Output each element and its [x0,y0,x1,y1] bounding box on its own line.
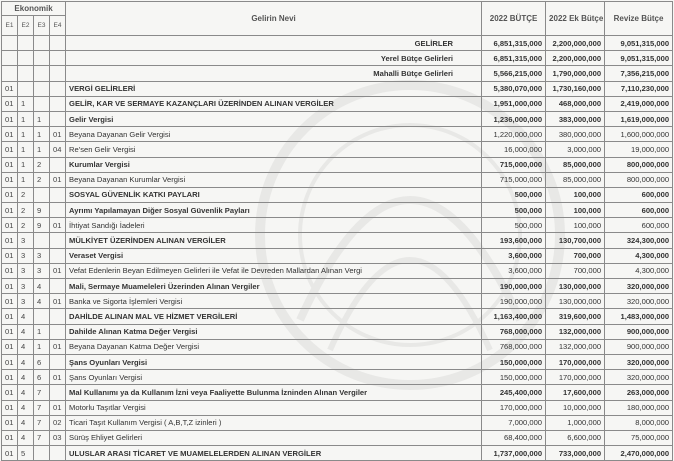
table-row [2,142,673,157]
budget-cell: 190,000,000 [482,279,546,294]
extra-budget-cell: 130,700,000 [546,233,605,248]
extra-budget-cell: 130,000,000 [546,279,605,294]
e3-code-cell: 6 [34,370,50,385]
revised-budget-cell: 8,000,000 [605,415,673,430]
e1-code-cell [2,51,18,66]
table-row [2,233,673,248]
extra-budget-cell: 170,000,000 [546,354,605,369]
revised-budget-cell: 324,300,000 [605,233,673,248]
revised-budget-cell: 320,000,000 [605,370,673,385]
e2-code-cell: 4 [18,430,34,445]
extra-budget-cell: 100,000 [546,218,605,233]
e4-code-cell: 01 [50,218,66,233]
budget-cell: 1,163,400,000 [482,309,546,324]
revised-budget-cell: 4,300,000 [605,263,673,278]
e2-code-cell: 4 [18,415,34,430]
e2-code-cell: 3 [18,263,34,278]
revised-budget-cell: 900,000,000 [605,339,673,354]
extra-budget-cell: 1,000,000 [546,415,605,430]
description-cell: Beyana Dayanan Katma Değer Vergisi [66,339,482,354]
extra-budget-cell: 132,000,000 [546,324,605,339]
e3-code-cell [34,96,50,111]
description-cell: Ayrımı Yapılamayan Diğer Sosyal Güvenlik Payları [66,203,482,218]
e1-column-header: E1 [2,16,18,36]
extra-budget-cell: 6,600,000 [546,430,605,445]
revised-budget-cell: 320,000,000 [605,294,673,309]
e3-code-cell: 9 [34,203,50,218]
e1-code-cell [2,66,18,81]
e1-code-cell: 01 [2,370,18,385]
e4-code-cell: 01 [50,339,66,354]
e4-code-cell [50,81,66,96]
revised-budget-cell: 9,051,315,000 [605,51,673,66]
e4-code-cell [50,187,66,202]
e1-code-cell: 01 [2,96,18,111]
description-cell: Veraset Vergisi [66,248,482,263]
e2-code-cell: 3 [18,279,34,294]
revised-budget-cell: 19,000,000 [605,142,673,157]
budget-cell: 1,220,000,000 [482,127,546,142]
e1-code-cell: 01 [2,294,18,309]
description-cell: Mali, Sermaye Muameleleri Üzerinden Alınan Vergiler [66,279,482,294]
e4-code-cell [50,248,66,263]
e4-code-cell [50,385,66,400]
budget-cell: 6,851,315,000 [482,36,546,51]
e2-code-cell: 3 [18,248,34,263]
revised-budget-cell: 1,619,000,000 [605,111,673,126]
table-row [2,339,673,354]
revised-budget-cell: 600,000 [605,218,673,233]
extra-budget-cell: 100,000 [546,187,605,202]
table-row [2,370,673,385]
e2-code-cell: 1 [18,142,34,157]
e1-code-cell: 01 [2,218,18,233]
description-cell: Kurumlar Vergisi [66,157,482,172]
budget-cell: 7,000,000 [482,415,546,430]
description-cell: Mahalli Bütçe Gelirleri [66,66,482,81]
e4-code-cell [50,279,66,294]
budget-cell: 193,600,000 [482,233,546,248]
e3-code-cell [34,446,50,461]
extra-budget-cell: 130,000,000 [546,294,605,309]
e2-code-cell: 4 [18,339,34,354]
e4-code-cell [50,309,66,324]
description-cell: GELİRLER [66,36,482,51]
e3-code-cell: 7 [34,415,50,430]
budget-cell: 768,000,000 [482,339,546,354]
e1-code-cell: 01 [2,385,18,400]
description-cell: Banka ve Sigorta İşlemleri Vergisi [66,294,482,309]
budget-cell: 500,000 [482,203,546,218]
revenue-budget-table [1,1,673,461]
extra-budget-cell: 17,600,000 [546,385,605,400]
e3-code-cell: 1 [34,324,50,339]
e1-code-cell: 01 [2,309,18,324]
e2-code-cell: 3 [18,294,34,309]
extra-budget-cell: 3,000,000 [546,142,605,157]
e3-code-cell: 2 [34,172,50,187]
e2-code-cell: 4 [18,354,34,369]
budget-cell: 1,951,000,000 [482,96,546,111]
budget-cell: 500,000 [482,218,546,233]
description-cell: SOSYAL GÜVENLİK KATKI PAYLARI [66,187,482,202]
extra-budget-cell: 700,000 [546,263,605,278]
budget-cell: 1,236,000,000 [482,111,546,126]
budget-cell: 5,380,070,000 [482,81,546,96]
extra-budget-cell: 319,600,000 [546,309,605,324]
e1-code-cell: 01 [2,81,18,96]
description-cell: Şans Oyunları Vergisi [66,370,482,385]
table-row [2,157,673,172]
e2-code-cell [18,81,34,96]
table-body [2,36,673,461]
e1-code-cell: 01 [2,187,18,202]
table-row [2,385,673,400]
e3-code-cell: 1 [34,127,50,142]
table-row [2,187,673,202]
e2-code-cell: 2 [18,187,34,202]
e1-code-cell: 01 [2,263,18,278]
e2-code-cell: 5 [18,446,34,461]
e4-code-cell: 01 [50,263,66,278]
e1-code-cell: 01 [2,142,18,157]
budget-cell: 500,000 [482,187,546,202]
e4-code-cell [50,324,66,339]
e4-code-cell: 04 [50,142,66,157]
revised-budget-cell: 2,419,000,000 [605,96,673,111]
description-cell: İhtiyat Sandığı İadeleri [66,218,482,233]
e4-code-cell [50,233,66,248]
table-row [2,218,673,233]
e1-code-cell: 01 [2,415,18,430]
extra-budget-cell: 700,000 [546,248,605,263]
e4-code-cell [50,111,66,126]
revised-budget-cell: 2,470,000,000 [605,446,673,461]
budget-cell: 150,000,000 [482,370,546,385]
e3-code-cell: 6 [34,354,50,369]
table-row [2,415,673,430]
e3-code-cell: 3 [34,248,50,263]
e2-code-cell: 3 [18,233,34,248]
revised-budget-cell: 7,356,215,000 [605,66,673,81]
ekonomik-group-header: Ekonomik [2,2,66,16]
e3-code-cell: 1 [34,142,50,157]
e4-code-cell: 03 [50,430,66,445]
revised-budget-cell: 263,000,000 [605,385,673,400]
e4-code-cell [50,157,66,172]
e1-code-cell: 01 [2,324,18,339]
extra-budget-cell: 1,730,160,000 [546,81,605,96]
e3-code-cell: 7 [34,430,50,445]
e1-code-cell [2,36,18,51]
e3-code-cell: 3 [34,263,50,278]
e1-code-cell: 01 [2,339,18,354]
e3-code-cell: 7 [34,400,50,415]
description-cell: Re'sen Gelir Vergisi [66,142,482,157]
budget-cell: 68,400,000 [482,430,546,445]
table-row [2,248,673,263]
budget-cell: 190,000,000 [482,294,546,309]
budget-cell: 150,000,000 [482,354,546,369]
e4-code-cell: 01 [50,370,66,385]
budget-cell: 3,600,000 [482,248,546,263]
description-cell: Beyana Dayanan Gelir Vergisi [66,127,482,142]
description-cell: Sürüş Ehliyet Gelirleri [66,430,482,445]
e4-column-header: E4 [50,16,66,36]
revised-budget-cell: 9,051,315,000 [605,36,673,51]
e2-code-cell [18,66,34,81]
table-row [2,294,673,309]
e1-code-cell: 01 [2,248,18,263]
extra-budget-cell: 380,000,000 [546,127,605,142]
e4-code-cell: 01 [50,127,66,142]
budget-cell: 715,000,000 [482,172,546,187]
e3-code-cell: 7 [34,385,50,400]
e2-code-cell: 4 [18,370,34,385]
budget-column-header: 2022 BÜTÇE [482,2,546,36]
extra-budget-cell: 85,000,000 [546,157,605,172]
e3-code-cell: 4 [34,294,50,309]
e2-code-cell [18,51,34,66]
e3-code-cell: 9 [34,218,50,233]
table-row [2,36,673,51]
e4-code-cell [50,66,66,81]
e1-code-cell: 01 [2,446,18,461]
revised-budget-cell: 600,000 [605,203,673,218]
e3-column-header: E3 [34,16,50,36]
e1-code-cell: 01 [2,157,18,172]
revised-budget-cell: 800,000,000 [605,172,673,187]
budget-cell: 5,566,215,000 [482,66,546,81]
table-row [2,111,673,126]
extra-budget-cell: 100,000 [546,203,605,218]
e2-code-cell: 1 [18,96,34,111]
table-row [2,446,673,461]
e4-code-cell: 01 [50,294,66,309]
e3-code-cell [34,81,50,96]
revised-budget-column-header: Revize Bütçe [605,2,673,36]
revised-budget-cell: 600,000 [605,187,673,202]
e1-code-cell: 01 [2,354,18,369]
description-cell: VERGİ GELİRLERİ [66,81,482,96]
description-cell: Dahilde Alınan Katma Değer Vergisi [66,324,482,339]
table-row [2,400,673,415]
e1-code-cell: 01 [2,203,18,218]
extra-budget-cell: 383,000,000 [546,111,605,126]
e2-code-cell: 4 [18,385,34,400]
revised-budget-cell: 4,300,000 [605,248,673,263]
e3-code-cell: 2 [34,157,50,172]
revised-budget-cell: 1,600,000,000 [605,127,673,142]
table-row [2,324,673,339]
e3-code-cell: 1 [34,339,50,354]
e1-code-cell: 01 [2,233,18,248]
e3-code-cell: 4 [34,279,50,294]
e2-code-cell: 1 [18,157,34,172]
e3-code-cell: 1 [34,111,50,126]
e1-code-cell: 01 [2,279,18,294]
e4-code-cell: 01 [50,400,66,415]
budget-cell: 170,000,000 [482,400,546,415]
description-cell: Şans Oyunları Vergisi [66,354,482,369]
e1-code-cell: 01 [2,430,18,445]
revised-budget-cell: 320,000,000 [605,354,673,369]
table-row [2,51,673,66]
description-cell: GELİR, KAR VE SERMAYE KAZANÇLARI ÜZERİNDEN ALINAN VERGİLER [66,96,482,111]
revised-budget-cell: 800,000,000 [605,157,673,172]
description-cell: ULUSLAR ARASI TİCARET VE MUAMELELERDEN ALINAN VERGİLER [66,446,482,461]
header-row-group [2,2,673,16]
extra-budget-cell: 2,200,000,000 [546,51,605,66]
extra-budget-cell: 10,000,000 [546,400,605,415]
e4-code-cell [50,203,66,218]
e1-code-cell: 01 [2,172,18,187]
extra-budget-cell: 468,000,000 [546,96,605,111]
table-row [2,430,673,445]
extra-budget-cell: 85,000,000 [546,172,605,187]
e4-code-cell [50,51,66,66]
e4-code-cell: 01 [50,172,66,187]
budget-cell: 6,851,315,000 [482,51,546,66]
extra-budget-cell: 132,000,000 [546,339,605,354]
revised-budget-cell: 320,000,000 [605,279,673,294]
e4-code-cell [50,36,66,51]
e4-code-cell [50,446,66,461]
e2-code-cell: 2 [18,203,34,218]
table-row [2,172,673,187]
e2-column-header: E2 [18,16,34,36]
table-row [2,263,673,278]
table-row [2,279,673,294]
revised-budget-cell: 900,000,000 [605,324,673,339]
table-row [2,66,673,81]
table-row [2,127,673,142]
extra-budget-cell: 170,000,000 [546,370,605,385]
revised-budget-cell: 180,000,000 [605,400,673,415]
description-cell: DAHİLDE ALINAN MAL VE HİZMET VERGİLERİ [66,309,482,324]
e4-code-cell [50,96,66,111]
description-cell: Beyana Dayanan Kurumlar Vergisi [66,172,482,187]
e4-code-cell: 02 [50,415,66,430]
e2-code-cell: 4 [18,400,34,415]
description-column-header: Gelirin Nevi [66,2,482,36]
table-row [2,81,673,96]
e2-code-cell: 2 [18,218,34,233]
revised-budget-cell: 7,110,230,000 [605,81,673,96]
e2-code-cell: 4 [18,309,34,324]
budget-cell: 3,600,000 [482,263,546,278]
e2-code-cell: 1 [18,127,34,142]
revised-budget-cell: 75,000,000 [605,430,673,445]
e1-code-cell: 01 [2,400,18,415]
revised-budget-cell: 1,483,000,000 [605,309,673,324]
table-row [2,309,673,324]
budget-cell: 768,000,000 [482,324,546,339]
budget-cell: 245,400,000 [482,385,546,400]
e1-code-cell: 01 [2,111,18,126]
e4-code-cell [50,354,66,369]
description-cell: Yerel Bütçe Gelirleri [66,51,482,66]
extra-budget-column-header: 2022 Ek Bütçe [546,2,605,36]
description-cell: Mal Kullanımı ya da Kullanım İzni veya Faaliyette Bulunma İzninden Alınan Vergiler [66,385,482,400]
e3-code-cell [34,66,50,81]
budget-cell: 1,737,000,000 [482,446,546,461]
budget-cell: 16,000,000 [482,142,546,157]
description-cell: Ticari Taşıt Kullanım Vergisi ( A,B,T,Z izinleri ) [66,415,482,430]
e2-code-cell: 1 [18,111,34,126]
description-cell: Gelir Vergisi [66,111,482,126]
description-cell: Vefat Edenlerin Beyan Edilmeyen Gelirleri ile Vefat ile Devreden Mallardan Alınan Vergi [66,263,482,278]
e2-code-cell: 4 [18,324,34,339]
description-cell: Motorlu Taşıtlar Vergisi [66,400,482,415]
e3-code-cell [34,36,50,51]
e3-code-cell [34,187,50,202]
extra-budget-cell: 733,000,000 [546,446,605,461]
extra-budget-cell: 1,790,000,000 [546,66,605,81]
e2-code-cell: 1 [18,172,34,187]
table-row [2,354,673,369]
table-row [2,96,673,111]
e3-code-cell [34,309,50,324]
e3-code-cell [34,51,50,66]
e2-code-cell [18,36,34,51]
e1-code-cell: 01 [2,127,18,142]
table-row [2,203,673,218]
extra-budget-cell: 2,200,000,000 [546,36,605,51]
e3-code-cell [34,233,50,248]
budget-cell: 715,000,000 [482,157,546,172]
description-cell: MÜLKİYET ÜZERİNDEN ALINAN VERGİLER [66,233,482,248]
